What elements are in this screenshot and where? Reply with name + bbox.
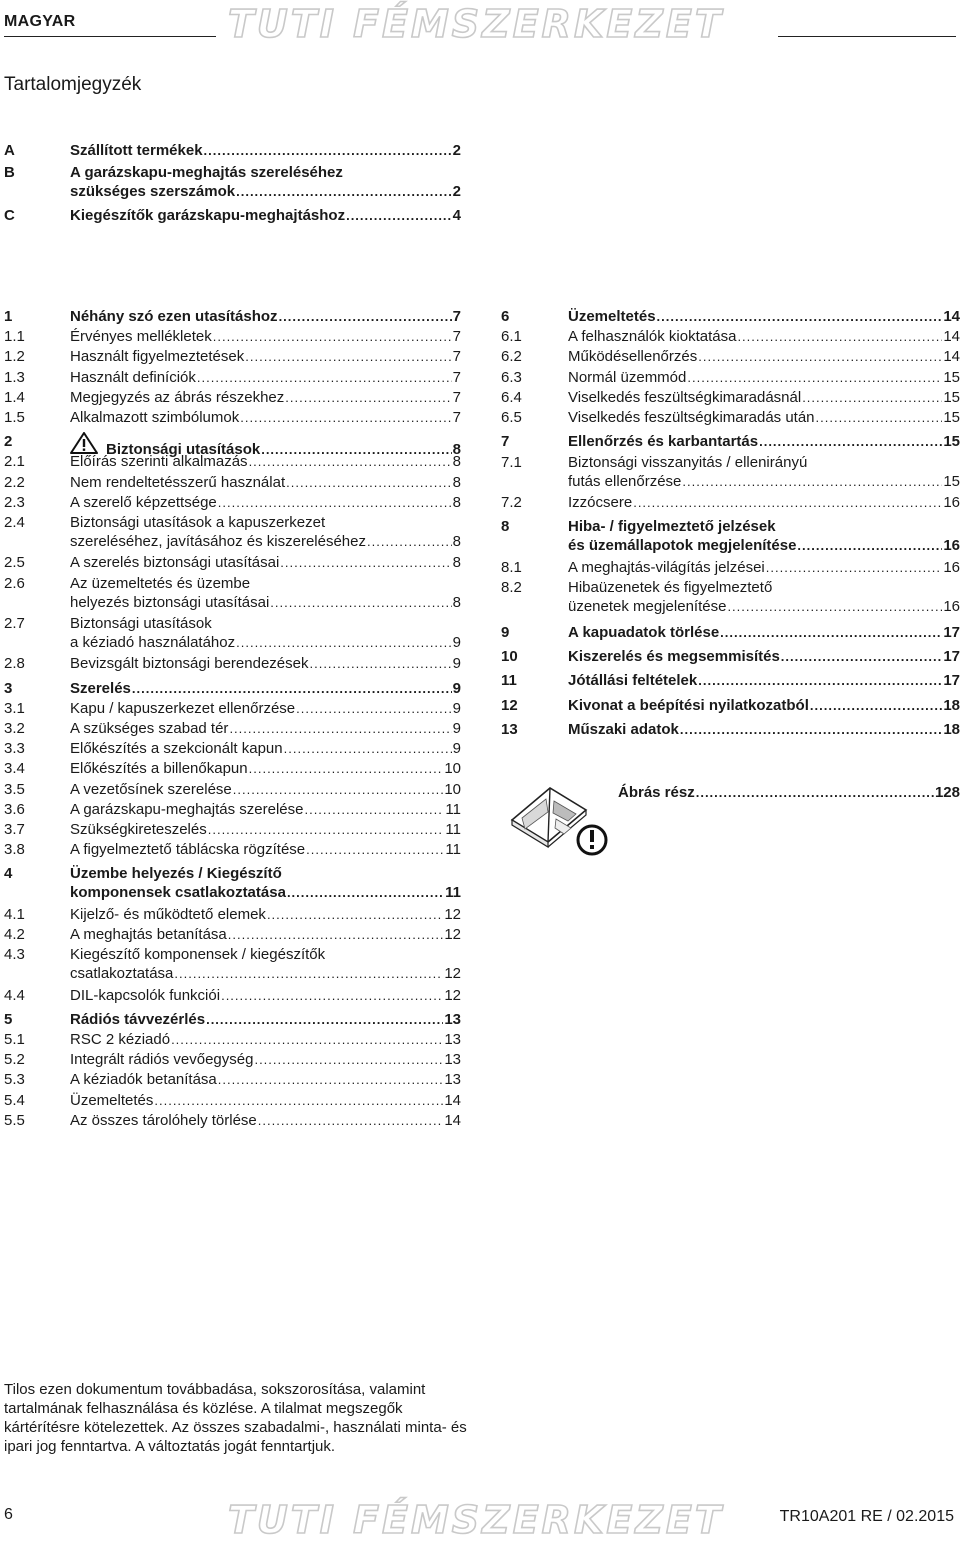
toc-entry-number: 4.2 — [4, 926, 25, 943]
toc-entry-page: 7 — [452, 409, 461, 426]
leader-dots — [204, 141, 452, 160]
leader-dots — [233, 780, 444, 799]
toc-entry-number: 2.7 — [4, 615, 25, 632]
leader-dots — [240, 408, 451, 427]
toc-entry-title: Szállított termékek — [70, 142, 203, 159]
leader-dots — [206, 1010, 443, 1029]
toc-entry-number: 1.3 — [4, 368, 25, 386]
toc-entry-number: 6.3 — [501, 368, 522, 386]
toc-entry-page: 7 — [452, 388, 461, 406]
toc-entry-number: 2.6 — [4, 574, 25, 592]
toc-entry-number: 5.2 — [4, 1051, 25, 1069]
toc-entry[interactable] — [4, 553, 461, 573]
toc-entry[interactable] — [4, 800, 461, 820]
toc-entry-page: 18 — [943, 696, 960, 714]
toc-entry-number: 6.2 — [501, 348, 522, 366]
toc-entry-page: 7 — [452, 328, 461, 346]
toc-entry-title-line: A garázskapu-meghajtás szereléséhez — [70, 163, 343, 181]
toc-entry-number: 4.4 — [4, 986, 25, 1004]
leader-dots — [727, 597, 942, 616]
toc-entry-number: 7 — [501, 433, 510, 451]
toc-entry-title-line: Üzembe helyezés / Kiegészítő — [70, 865, 282, 883]
toc-entry[interactable] — [4, 739, 461, 759]
toc-entry[interactable] — [4, 141, 461, 163]
toc-entry-page: 9 — [452, 740, 461, 758]
toc-entry-number: 12 — [501, 696, 518, 714]
leader-dots — [258, 1111, 444, 1130]
toc-entry-number: 3.8 — [4, 841, 25, 859]
footer-watermark: TUTI FÉMSZERKEZET — [228, 1498, 724, 1542]
toc-entry[interactable] — [4, 759, 461, 779]
toc-entry-number: 2.4 — [4, 514, 25, 531]
leader-dots — [682, 472, 942, 491]
toc-entry-page: 9 — [452, 634, 461, 651]
toc-entry-title: Műszaki adatok — [568, 721, 679, 739]
toc-entry-page: 8 — [452, 533, 461, 550]
leader-dots — [296, 699, 452, 718]
toc-entry-page: 14 — [444, 1091, 461, 1109]
leader-dots — [698, 347, 942, 366]
toc-entry[interactable] — [4, 307, 461, 327]
toc-entry[interactable] — [501, 493, 960, 513]
toc-entry-title: Előkészítés a billenőkapun — [70, 760, 248, 778]
toc-entry[interactable] — [4, 1070, 461, 1090]
toc-entry-number: 1.5 — [4, 409, 25, 426]
toc-entry-title: A vezetősínek szerelése — [70, 780, 232, 798]
toc-entry-title: A szerelés biztonsági utasításai — [70, 554, 280, 572]
toc-entry[interactable] — [501, 578, 960, 618]
toc-entry-number: 3.4 — [4, 760, 25, 778]
toc-entry-title-line: Kiegészítő komponensek / kiegészítők — [70, 946, 326, 964]
toc-entry[interactable] — [4, 408, 461, 428]
toc-entry-number: 2.5 — [4, 554, 25, 572]
toc-entry-page: 8 — [452, 453, 461, 471]
toc-entry-page: 8 — [452, 554, 461, 572]
toc-entry-number: 8.1 — [501, 558, 522, 576]
toc-entry-title: a kéziadó használatához — [70, 634, 236, 651]
toc-entry[interactable] — [4, 432, 461, 459]
toc-entry-title: Érvényes mellékletek — [70, 328, 212, 346]
toc-entry-number: 5 — [4, 1010, 13, 1028]
toc-entry-number: 6 — [501, 308, 510, 325]
toc-entry-title: Alkalmazott szimbólumok — [70, 409, 240, 426]
toc-entry-title: Kapu / kapuszerkezet ellenőrzése — [70, 699, 296, 717]
toc-entry-page: 8 — [452, 473, 461, 491]
language-label: MAGYAR — [4, 13, 76, 30]
leader-dots — [737, 327, 942, 346]
toc-entry-page: 15 — [943, 388, 960, 406]
toc-entry[interactable] — [501, 696, 960, 716]
toc-entry-title: komponensek csatlakoztatása — [70, 884, 286, 902]
toc-entry-number: 1 — [4, 308, 13, 325]
toc-entry-number: 11 — [501, 672, 517, 690]
leader-dots — [249, 452, 452, 471]
toc-entry-title: szükséges szerszámok — [70, 182, 236, 200]
toc-entry-title: Használt definíciók — [70, 368, 196, 386]
leader-dots — [810, 696, 942, 715]
toc-entry-page: 12 — [444, 926, 461, 943]
toc-entry[interactable] — [4, 1091, 461, 1111]
toc-entry-title: Jótállási feltételek — [568, 672, 698, 690]
toc-entry-page: 14 — [943, 328, 960, 346]
toc-entry-number: 2.1 — [4, 453, 25, 471]
toc-entry-title: helyezés biztonsági utasításai — [70, 593, 270, 611]
leader-dots — [236, 633, 452, 652]
toc-entry-page: 15 — [943, 368, 960, 386]
toc-entry-title-line: Biztonsági utasítások a kapuszerkezet — [70, 514, 326, 531]
toc-entry-title: Megjegyzés az ábrás részekhez — [70, 388, 285, 406]
toc-entry-page: 16 — [943, 558, 960, 576]
toc-entry-title: Ellenőrzés és karbantartás — [568, 433, 759, 451]
toc-entry-title: A kéziadók betanítása — [70, 1071, 217, 1089]
toc-entry-number: 3.6 — [4, 800, 25, 818]
toc-entry-title: Üzemeltetés — [70, 1091, 154, 1109]
toc-entry-title: Előkészítés a szekcionált kapun — [70, 740, 283, 758]
toc-entry[interactable] — [4, 163, 461, 206]
leader-dots — [657, 307, 943, 326]
toc-entry-title: üzenetek megjelenítése — [568, 598, 727, 615]
page-number: 6 — [4, 1506, 13, 1523]
toc-entry-title-line: Hiba- / figyelmeztető jelzések — [568, 518, 776, 536]
toc-entry-title: Kivonat a beépítési nyilatkozatból — [568, 696, 809, 714]
leader-dots — [221, 986, 443, 1005]
toc-entry[interactable] — [4, 206, 461, 228]
toc-entry-number: 5.1 — [4, 1031, 25, 1048]
toc-entry-page: 14 — [943, 308, 960, 325]
toc-entry-page: 17 — [943, 672, 960, 690]
toc-entry-page: 9 — [452, 679, 461, 697]
toc-entry[interactable] — [4, 452, 461, 472]
toc-entry-number: A — [4, 142, 15, 159]
toc-entry-title: A kapuadatok törlése — [568, 623, 720, 641]
toc-entry-title: Üzemeltetés — [568, 308, 656, 325]
leader-dots — [154, 1091, 443, 1110]
toc-entry-number: 7.2 — [501, 494, 522, 511]
toc-entry-page: 2 — [452, 142, 461, 159]
toc-entry-title-line: Biztonsági utasítások — [70, 615, 212, 632]
toc-entry-page: 15 — [943, 433, 960, 451]
toc-entry-page: 16 — [943, 494, 960, 511]
leader-dots — [208, 820, 445, 839]
toc-entry-title: A szükséges szabad tér — [70, 720, 229, 737]
toc-entry[interactable] — [4, 864, 461, 904]
toc-entry-page: 10 — [444, 760, 461, 778]
leader-dots — [797, 536, 942, 555]
toc-entry-page: 7 — [452, 368, 461, 386]
toc-entry-number: 3 — [4, 679, 13, 697]
toc-entry-title: szereléséhez, javításához és kiszereléséhez — [70, 533, 366, 550]
toc-entry-number: 6.1 — [501, 328, 522, 346]
toc-entry[interactable] — [501, 517, 960, 557]
toc-entry-title: A felhasználók kioktatása — [568, 328, 737, 346]
toc-entry[interactable] — [501, 388, 960, 408]
leader-dots — [698, 671, 942, 690]
leader-dots — [802, 388, 942, 407]
toc-entry-number: 2.8 — [4, 655, 25, 673]
toc-entry-page: 11 — [445, 800, 461, 818]
toc-entry-number: 2.2 — [4, 473, 25, 491]
toc-entry-title: Rádiós távvezérlés — [70, 1010, 206, 1028]
toc-entry[interactable] — [501, 307, 960, 327]
toc-entry[interactable] — [501, 647, 960, 667]
toc-entry-title: Biztonsági utasítások — [106, 441, 261, 459]
toc-entry-title: Szerelés — [70, 679, 131, 697]
document-code: TR10A201 RE / 02.2015 — [779, 1508, 954, 1525]
toc-entry-number: B — [4, 163, 15, 181]
leader-dots — [759, 432, 942, 451]
leader-dots — [270, 593, 451, 612]
leader-dots — [249, 759, 444, 778]
toc-entry-page: 13 — [444, 1010, 461, 1028]
toc-entry-title: csatlakoztatása — [70, 965, 174, 983]
toc-entry-page: 11 — [445, 821, 461, 838]
toc-entry-page: 7 — [452, 308, 461, 325]
toc-entry-number: 8.2 — [501, 579, 522, 596]
toc-entry[interactable] — [501, 432, 960, 452]
toc-entry-page: 8 — [452, 441, 461, 459]
manual-book-warning-icon — [508, 768, 608, 858]
toc-entry[interactable] — [4, 1050, 461, 1070]
toc-entry-number: 3.5 — [4, 780, 25, 798]
toc-entry[interactable] — [501, 453, 960, 493]
toc-entry[interactable] — [4, 945, 461, 985]
toc-entry-page: 16 — [943, 598, 960, 615]
toc-entry-number: 1.4 — [4, 388, 25, 406]
toc-entry-title: DIL-kapcsolók funkciói — [70, 986, 221, 1004]
leader-dots — [633, 493, 942, 512]
toc-entry-page: 9 — [452, 655, 461, 673]
toc-entry[interactable] — [4, 368, 461, 388]
toc-entry[interactable] — [501, 623, 960, 643]
toc-entry-page: 13 — [444, 1051, 461, 1069]
toc-entry-page: 8 — [452, 493, 461, 511]
leader-dots — [306, 840, 444, 859]
leader-dots — [367, 532, 452, 551]
toc-entry-number: 4.1 — [4, 905, 25, 923]
toc-entry-title: Viselkedés feszültségkimaradás után — [568, 409, 815, 426]
leader-dots — [236, 182, 452, 201]
toc-entry-title-line: Biztonsági visszanyitás / ellenirányú — [568, 453, 808, 471]
leader-dots — [766, 558, 943, 577]
toc-entry-number: 3.3 — [4, 740, 25, 758]
toc-entry-title: Kijelző- és működtető elemek — [70, 905, 266, 923]
leader-dots — [245, 347, 451, 366]
toc-entry[interactable] — [4, 1030, 461, 1050]
toc-entry-number: C — [4, 206, 15, 224]
toc-entry[interactable] — [4, 699, 461, 719]
toc-entry[interactable] — [4, 925, 461, 945]
toc-entry[interactable] — [4, 347, 461, 367]
toc-entry-title: és üzemállapotok megjelenítése — [568, 537, 797, 555]
toc-entry-page: 7 — [452, 348, 461, 366]
toc-entry-page: 18 — [943, 721, 960, 739]
toc-entry[interactable] — [4, 986, 461, 1006]
toc-entry-page: 12 — [444, 905, 461, 923]
toc-entry-title: Izzócsere — [568, 494, 633, 511]
toc-entry-number: 8 — [501, 518, 510, 536]
toc-entry-title: Használt figyelmeztetések — [70, 348, 245, 366]
leader-dots — [267, 905, 443, 924]
toc-entry-number: 13 — [501, 721, 518, 739]
toc-entry-title: RSC 2 kéziadó — [70, 1031, 171, 1048]
toc-entry[interactable] — [4, 1111, 461, 1131]
leader-dots — [171, 1030, 443, 1049]
toc-entry-title: Előírás szerinti alkalmazás — [70, 453, 248, 471]
toc-entry[interactable] — [4, 840, 461, 860]
toc-entry[interactable] — [4, 614, 461, 654]
toc-entry[interactable] — [4, 493, 461, 513]
toc-entry[interactable] — [4, 719, 461, 739]
toc-entry-page: 9 — [452, 699, 461, 717]
toc-entry-title: Bevizsgált biztonsági berendezések — [70, 655, 309, 673]
leader-dots — [309, 654, 451, 673]
toc-entry-page: 17 — [943, 648, 960, 665]
toc-entry-title: A garázskapu-meghajtás szerelése — [70, 800, 304, 818]
header-watermark: TUTI FÉMSZERKEZET — [228, 2, 724, 46]
toc-entry-number: 1.1 — [4, 328, 25, 346]
toc-entry-page: 15 — [943, 409, 960, 426]
toc-entry-page: 2 — [452, 182, 461, 200]
toc-entry-title-line: Az üzemeltetés és üzembe — [70, 574, 251, 592]
leader-dots — [304, 800, 444, 819]
toc-entry-title: Működésellenőrzés — [568, 348, 698, 366]
leader-dots — [781, 647, 943, 666]
toc-entry[interactable] — [4, 574, 461, 614]
toc-entry-number: 6.5 — [501, 409, 522, 426]
toc-entry-page: 15 — [943, 472, 960, 490]
toc-entry-number: 4.3 — [4, 946, 25, 964]
toc-entry-title: futás ellenőrzése — [568, 472, 682, 490]
figure-part-page: 128 — [934, 784, 960, 801]
toc-entry[interactable] — [4, 513, 461, 553]
figure-part-label: Ábrás rész — [618, 784, 695, 801]
toc-entry-page: 14 — [444, 1111, 461, 1129]
toc-entry[interactable] — [501, 368, 960, 388]
toc-entry[interactable] — [501, 347, 960, 367]
toc-entry[interactable] — [4, 905, 461, 925]
toc-entry-title: A meghajtás-világítás jelzései — [568, 558, 765, 576]
header-rule-right — [778, 36, 956, 37]
toc-entry[interactable] — [4, 679, 461, 699]
toc-entry-page: 10 — [444, 780, 461, 798]
toc-entry[interactable] — [501, 558, 960, 578]
leader-dots — [680, 720, 942, 739]
toc-entry-title: Szükségkireteszelés — [70, 821, 207, 838]
leader-dots — [213, 327, 452, 346]
leader-dots — [696, 783, 934, 802]
toc-entry-page: 17 — [943, 623, 960, 641]
leader-dots — [346, 206, 452, 225]
toc-entry-page: 9 — [452, 720, 461, 737]
toc-entry-number: 4 — [4, 865, 13, 883]
toc-entry-page: 11 — [445, 884, 461, 902]
toc-entry[interactable] — [4, 473, 461, 493]
header-rule-left — [4, 36, 216, 37]
toc-entry-number: 7.1 — [501, 453, 522, 471]
leader-dots — [280, 553, 451, 572]
toc-entry[interactable] — [501, 408, 960, 428]
toc-entry[interactable] — [4, 780, 461, 800]
toc-entry-page: 11 — [445, 841, 461, 859]
toc-entry-number: 9 — [501, 623, 510, 641]
leader-dots — [285, 388, 451, 407]
toc-entry-number: 3.2 — [4, 720, 25, 737]
toc-entry[interactable] — [4, 1010, 461, 1030]
toc-entry[interactable] — [501, 720, 960, 740]
leader-dots — [218, 493, 452, 512]
leader-dots — [720, 623, 942, 642]
toc-entry-title: Néhány szó ezen utasításhoz — [70, 308, 278, 325]
toc-entry-title: Kiegészítők garázskapu-meghajtáshoz — [70, 206, 346, 224]
leader-dots — [687, 368, 942, 387]
toc-entry-title: Viselkedés feszültségkimaradásnál — [568, 388, 802, 406]
toc-entry[interactable] — [4, 654, 461, 674]
toc-entry-title: Normál üzemmód — [568, 368, 687, 386]
toc-entry[interactable] — [501, 671, 960, 691]
toc-entry-number: 2.3 — [4, 493, 25, 511]
toc-title: Tartalomjegyzék — [4, 74, 142, 95]
toc-entry-title: A szerelő képzettsége — [70, 493, 217, 511]
toc-entry-page: 16 — [943, 537, 960, 555]
toc-entry-page: 12 — [444, 986, 461, 1004]
toc-entry[interactable] — [4, 327, 461, 347]
leader-dots — [229, 719, 451, 738]
leader-dots — [287, 883, 444, 902]
toc-entry-title: Kiszerelés és megsemmisítés — [568, 648, 780, 665]
toc-entry-title: Nem rendeltetésszerű használat — [70, 473, 286, 491]
toc-entry-page: 14 — [943, 348, 960, 366]
leader-dots — [132, 679, 452, 698]
leader-dots — [286, 473, 452, 492]
toc-entry-page: 8 — [452, 593, 461, 611]
toc-entry[interactable] — [4, 820, 461, 840]
leader-dots — [174, 964, 443, 983]
toc-entry-number: 10 — [501, 648, 518, 665]
leader-dots — [197, 368, 452, 387]
toc-entry-number: 1.2 — [4, 348, 25, 366]
leader-dots — [254, 1050, 443, 1069]
toc-entry-title-line: Hibaüzenetek és figyelmeztető — [568, 579, 773, 596]
toc-entry-number: 5.3 — [4, 1071, 25, 1089]
legal-notice: Tilos ezen dokumentum továbbadása, sokszorosítása, valamint tartalmának felhasználása és közlése. A tilalmat megszegők kártérítésre kötelezettek. Az összes szabadalmi-, használati minta- és ipari jog fenntartva. A változtatás jogát fenntartjuk. — [4, 1381, 467, 1455]
toc-entry-title: A figyelmeztető táblácska rögzítése — [70, 841, 306, 859]
leader-dots — [218, 1070, 444, 1089]
toc-entry-number: 3.1 — [4, 699, 25, 717]
leader-dots — [816, 408, 943, 427]
toc-entry-page: 13 — [444, 1031, 461, 1048]
toc-entry[interactable] — [501, 327, 960, 347]
toc-entry[interactable] — [4, 388, 461, 408]
toc-entry-number: 3.7 — [4, 821, 25, 838]
toc-entry-title: A meghajtás betanítása — [70, 926, 227, 943]
leader-dots — [228, 925, 444, 944]
toc-entry-number: 6.4 — [501, 388, 522, 406]
leader-dots — [284, 739, 452, 758]
toc-entry-page: 13 — [444, 1071, 461, 1089]
leader-dots — [279, 307, 452, 326]
toc-entry-number: 5.5 — [4, 1111, 25, 1129]
toc-entry-number: 2 — [4, 433, 13, 451]
toc-entry-title: Az összes tárolóhely törlése — [70, 1111, 257, 1129]
toc-entry-title: Integrált rádiós vevőegység — [70, 1051, 254, 1069]
toc-entry-number: 5.4 — [4, 1091, 25, 1109]
toc-entry-page: 4 — [452, 206, 461, 224]
toc-entry-page: 12 — [444, 965, 461, 983]
